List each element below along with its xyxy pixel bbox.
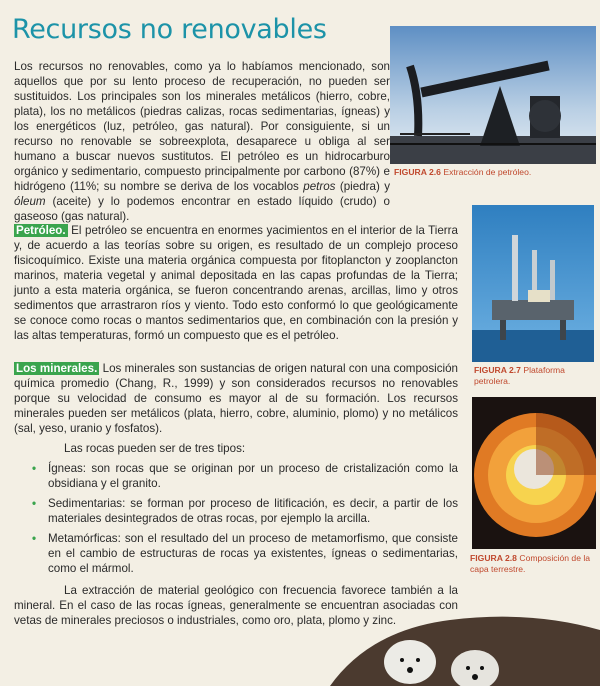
list-item xyxy=(28,531,458,576)
page-title: Recursos no renovables xyxy=(12,14,327,45)
figure-2-6-text: Extracción de petróleo. xyxy=(443,167,532,177)
polar-bears-illustration xyxy=(330,610,600,686)
figure-2-6-caption xyxy=(394,167,599,178)
list-item xyxy=(28,496,458,526)
rocas-intro: Las rocas pueden ser de tres tipos: xyxy=(64,442,246,455)
rock-type-sedimentarias: Sedimentarias: se forman por proceso de litificación, es decir, a partir de los materiales desintegrados de otras rocas, por ejemplo la arcilla. xyxy=(48,497,458,525)
minerales-paragraph xyxy=(14,361,458,436)
minerales-text: Los minerales son sustancias de origen natural con una composición química promedio (Chang, R., 1999) y son considerados recursos no renovables porque su velocidad de consumo es mayor al de su formación. Los recursos minerales pueden ser metálicos (plata, hierro, cobre, aluminio, plomo) y no metálicos (sal, yeso, uranio y fosfatos). xyxy=(14,362,458,435)
oil-platform-illustration xyxy=(472,205,594,362)
petroleo-paragraph xyxy=(14,223,458,343)
figure-2-8-label: FIGURA 2.8 xyxy=(470,553,517,563)
closing-paragraph: La extracción de material geológico con frecuencia favorece también a la mineral. En el caso de las rocas ígneas, generalmente se encuentran asociadas con vetas de minerales preciosos o industriales, como oro, plata, plomo y zinc. xyxy=(14,584,458,627)
figure-2-7-caption xyxy=(474,365,594,387)
pumpjack-illustration xyxy=(390,26,596,164)
petroleo-text: El petróleo se encuentra en enormes yacimientos en el interior de la Tierra y, de acuerdo a las teorías sobre su origen, es resultado de un complejo proceso fisicoquímico. Existe una materia orgánica compuesta por fitoplancton y zooplancton marinos, materia vegetal y animal depositada en las capas profundas de la Tierra; junto a esta materia orgánica, se fueron concentrando arenas, arcillas, limo y otros sedimentos que arrastraron ríos y viento. Todo esto conformó lo que geológicamente se conoce como rocas o mantos sedimentarios que, en combinación con la presión y las altas temperaturas, formó un compuesto que es el petróleo. xyxy=(14,224,458,342)
figure-2-8-caption xyxy=(470,553,598,575)
figure-2-6-label: FIGURA 2.6 xyxy=(394,167,441,177)
figure-2-8-text: Composición de la capa terrestre. xyxy=(470,553,591,574)
petroleo-heading: Petróleo. xyxy=(16,224,66,237)
figure-pumpjack-photo xyxy=(390,26,596,164)
intro-term-petros: petros xyxy=(303,180,336,193)
intro-end: (aceite) y lo podemos encontrar en estado líquido (crudo) o gaseoso (gas natural). xyxy=(14,195,390,223)
intro-paragraph xyxy=(14,59,390,224)
minerales-heading: Los minerales. xyxy=(16,362,98,375)
figure-platform-photo xyxy=(472,205,594,362)
intro-text: Los recursos no renovables, como ya lo habíamos mencionado, son aquellos que por su lento proceso de recuperación, no pueden ser sustituidos. Los principales son los minerales metálicos (hierro, cobre, plata), los no metálicos (piedras calizas, rocas sedimentarias, ígneas) y los energéticos (luz, petróleo, gas natural). Por consiguiente, si un recurso no renovable se sobreexplota, desaparece u obliga al ser humano a buscar nuevos sustitutos. El petróleo es un hidrocarburo orgánico y sedimentario, compuesto principalmente por carbono (87%) e hidrógeno (11%; su nombre se deriva de los vocablos xyxy=(14,60,390,193)
intro-term-oleum: óleum xyxy=(14,195,46,208)
figure-2-7-label: FIGURA 2.7 xyxy=(474,365,521,375)
bullet-marker: • xyxy=(32,532,37,545)
list-item xyxy=(28,461,458,491)
bullet-marker: • xyxy=(32,462,37,475)
intro-mid: (piedra) y xyxy=(339,180,390,193)
figure-earth-layers-photo xyxy=(472,397,596,549)
polar-bears-photo xyxy=(330,610,600,686)
rock-types-list xyxy=(28,461,458,581)
rock-type-metamorficas: Metamórficas: son el resultado del un proceso de metamorfismo, que consiste en el cambio de estructuras de rocas ya existentes, ígneas o sedimentarias, como el mármol. xyxy=(48,532,458,575)
earth-layers-illustration xyxy=(472,397,596,549)
figure-2-7-text: Plataforma petrolera. xyxy=(474,365,565,386)
rock-type-igneas: Ígneas: son rocas que se originan por un proceso de cristalización como la obsidiana y el granito. xyxy=(48,462,458,490)
bullet-marker: • xyxy=(32,497,37,510)
